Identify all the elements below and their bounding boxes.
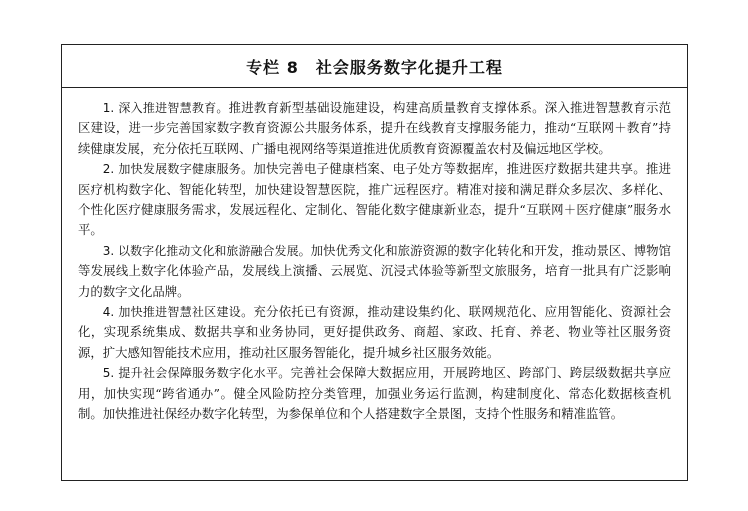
paragraph-body: 加快优秀文化和旅游资源的数字化转化和开发，推动景区、博物馆等发展线上数字化体验产品，发展线上演播、云展览、沉浸式体验等新型文旅服务，培育一批具有广泛影响力的数字文化品牌。 xyxy=(78,242,672,299)
paragraph-body: 推进教育新型基础设施建设，构建高质量教育支撑体系。深入推进智慧教育示范区建设，进一步完善国家数字教育资源公共服务体系，提升在线教育支撑服务能力，推动“互联网＋教育”持续健康发展，充分依托互联网、广播电视网络等渠道推进优质教育资源覆盖农村及偏远地区学校。 xyxy=(78,100,672,156)
paragraph-community xyxy=(78,302,671,363)
paragraph-body: 充分依托已有资源，推动建设集约化、联网规范化、应用智能化、资源社会化，实现系统集成、数据共享和业务协同，更好提供政务、商超、家政、托育、养老、物业等社区服务资源，扩大感知智能技术应用，推动社区服务智能化，提升城乡社区服务效能。 xyxy=(78,304,672,360)
column-title: 专栏 8 社会服务数字化提升工程 xyxy=(246,57,503,77)
paragraph-lead: 3. 以数字化推动文化和旅游融合发展。 xyxy=(102,243,311,258)
paragraph-lead: 2. 加快发展数字健康服务。 xyxy=(102,162,254,177)
paragraph-health xyxy=(78,159,671,241)
paragraph-lead: 5. 提升社会保障服务数字化水平。 xyxy=(102,366,291,381)
paragraph-lead: 1. 深入推进智慧教育。 xyxy=(102,101,229,115)
column-box xyxy=(61,44,688,481)
paragraph-body: 加快完善电子健康档案、电子处方等数据库，推进医疗数据共建共享。推进医疗机构数字化、智能化转型，加快建设智慧医院，推广远程医疗。精准对接和满足群众多层次、多样化、个性化医疗健康服务需求，发展远程化、定制化、智能化数字健康新业态，提升“互联网＋医疗健康”服务水平。 xyxy=(78,161,672,238)
paragraph-social-security xyxy=(78,363,671,424)
title-row xyxy=(62,45,687,88)
paragraph-body: 完善社会保障大数据应用，开展跨地区、跨部门、跨层级数据共享应用，加快实现“跨省通办”。健全风险防控分类管理，加强业务运行监测，构建制度化、常态化数据核查机制。加快推进社保经办数字化转型，为参保单位和个人搭建数字全景图，支持个性服务和精准监管。 xyxy=(78,365,672,422)
paragraph-lead: 4. 加快推进智慧社区建设。 xyxy=(102,305,254,320)
paragraph-culture-tourism xyxy=(78,241,671,302)
paragraph-education xyxy=(78,98,671,159)
column-content xyxy=(62,88,687,425)
